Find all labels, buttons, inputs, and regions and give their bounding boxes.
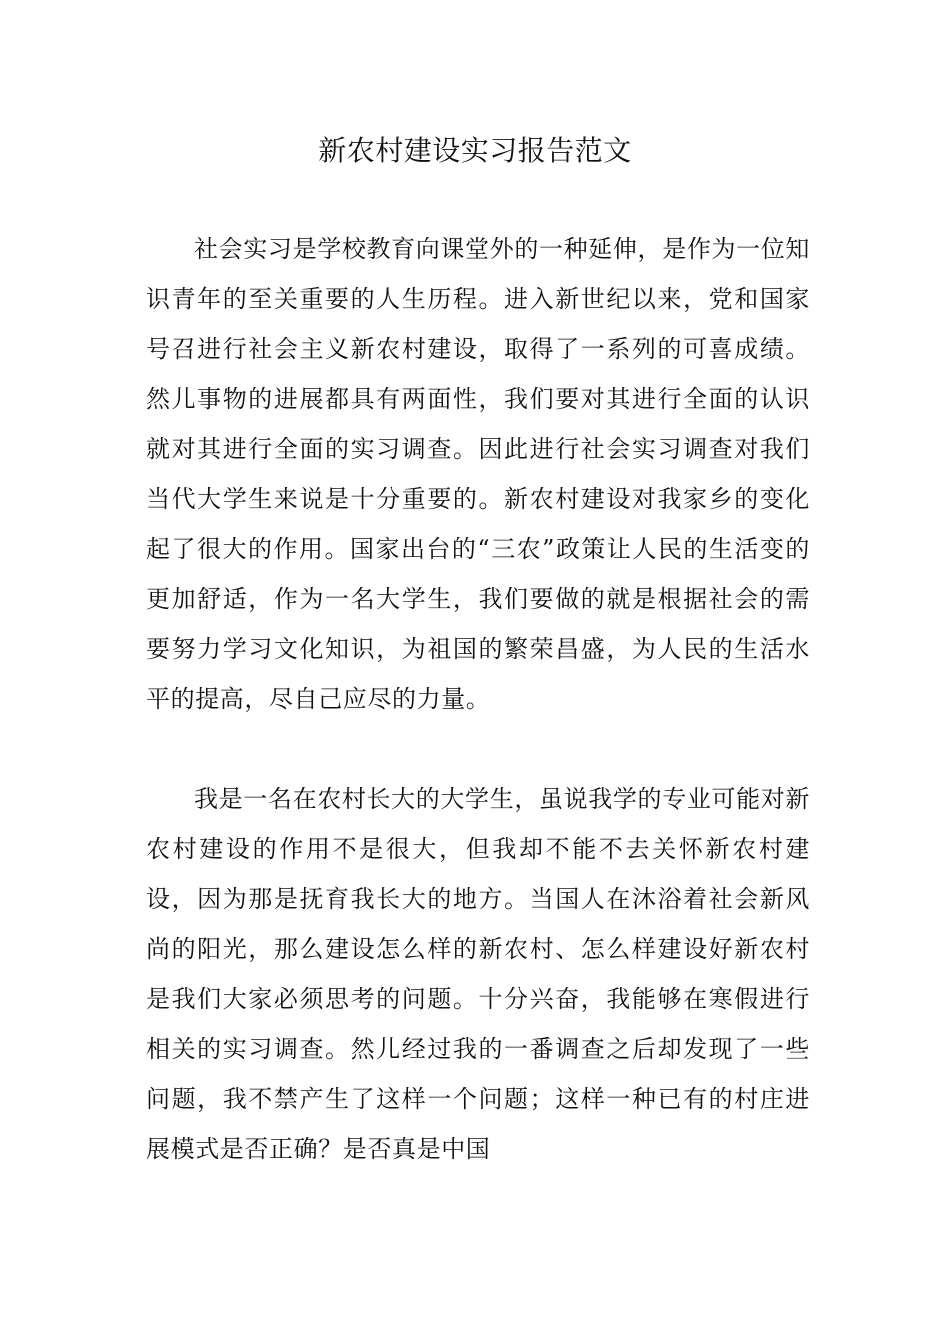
document-title: 新农村建设实习报告范文: [318, 134, 632, 167]
paragraph-1: 社会实习是学校教育向课堂外的一种延伸，是作为一位知识青年的至关重要的人生历程。进入新世纪以来，党和国家号召进行社会主义新农村建设，取得了一系列的可喜成绩。然儿事物的进展都具有两面性，我们要对其进行全面的认识就对其进行全面的实习调查。因此进行社会实习调查对我们当代大学生来说是十分重要的。新农村建设对我家乡的变化起了很大的作用。国家出台的“三农”政策让人民的生活变的更加舒适，作为一名大学生，我们要做的就是根据社会的需要努力学习文化知识，为祖国的繁荣昌盛，为人民的生活水平的提高，尽自己应尽的力量。: [146, 235, 810, 713]
paragraph-2: 我是一名在农村长大的大学生，虽说我学的专业可能对新农村建设的作用不是很大，但我却不能不去关怀新农村建设，因为那是抚育我长大的地方。当国人在沐浴着社会新风尚的阳光，那么建设怎么样的新农村、怎么样建设好新农村是我们大家必须思考的问题。十分兴奋，我能够在寒假进行相关的实习调查。然儿经过我的一番调查之后却发现了一些问题，我不禁产生了这样一个问题；这样一种已有的村庄进展模式是否正确？是否真是中国: [146, 785, 810, 1163]
